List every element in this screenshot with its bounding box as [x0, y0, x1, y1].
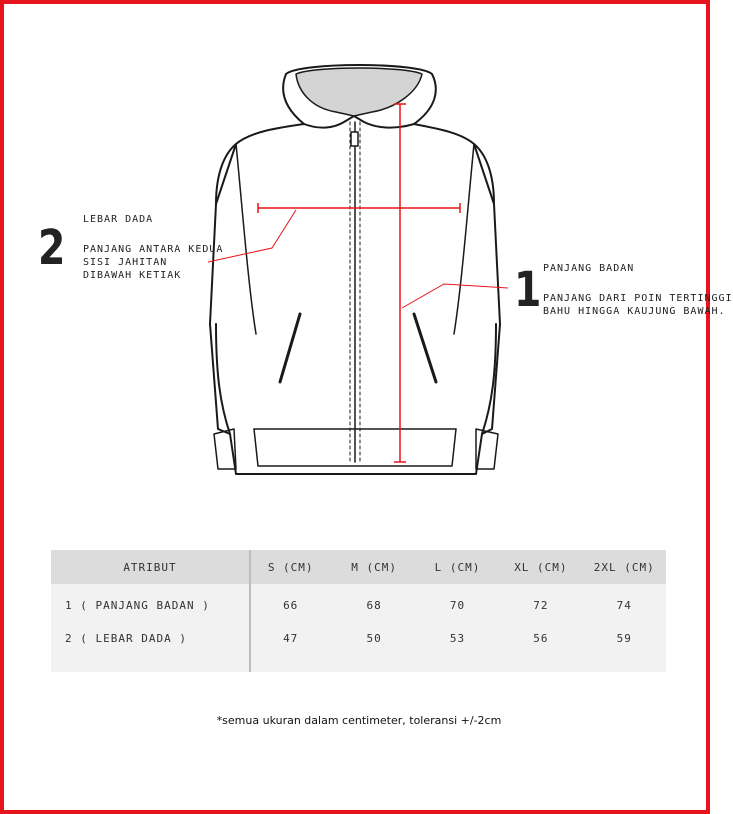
table-cell: 66: [283, 599, 299, 612]
table-header: [51, 550, 666, 584]
table-cell: 53: [449, 632, 466, 645]
row-label: 1 ( PANJANG BADAN ): [65, 599, 210, 612]
desc-line: BAHU HINGGA KAUJUNG BAWAH.: [543, 306, 726, 317]
left-sleeve: [216, 144, 236, 434]
table-cell: 74: [616, 599, 632, 612]
footnote: *semua ukuran dalam centimeter, toleransi +/-2cm: [216, 714, 502, 727]
table-cell: 68: [366, 599, 382, 612]
annotation-desc-panjang-badan: [543, 292, 733, 318]
header-m: M (CM): [351, 560, 397, 574]
desc-line: PANJANG DARI POIN TERTINGGI: [543, 293, 733, 304]
body-leader-line: [402, 284, 508, 308]
table-cell: 50: [366, 632, 382, 645]
header-l: L (CM): [434, 560, 481, 574]
desc-line: SISI JAHITAN: [83, 257, 168, 268]
size-table: [51, 550, 666, 672]
table-cell: 72: [533, 599, 549, 612]
annotation-number-1: 1: [514, 262, 542, 318]
annotation-title-panjang-badan: PANJANG BADAN: [543, 263, 635, 274]
row-label: 2 ( LEBAR DADA ): [65, 632, 187, 645]
column-divider: [249, 550, 251, 672]
right-sleeve: [474, 144, 496, 434]
header-2xl: 2XL (CM): [593, 560, 655, 574]
left-pocket: [280, 314, 300, 382]
annotation-number-2: 2: [38, 220, 66, 276]
header-s: S (CM): [267, 560, 314, 574]
annotation-title-lebar-dada: LEBAR DADA: [83, 214, 154, 225]
annotation-desc-lebar-dada: [83, 243, 223, 282]
right-pocket: [414, 314, 436, 382]
table-body: [51, 584, 666, 672]
table-row: [51, 622, 666, 655]
desc-line: PANJANG ANTARA KEDUA: [83, 244, 224, 255]
table-cell: 56: [533, 632, 549, 645]
header-atribut: ATRIBUT: [123, 560, 177, 574]
table-cell: 47: [283, 632, 299, 645]
header-xl: XL (CM): [514, 560, 568, 574]
table-cell: 59: [616, 632, 632, 645]
desc-line: DIBAWAH KETIAK: [83, 270, 182, 281]
hoodie-illustration: [4, 4, 706, 810]
zipper-pull: [351, 132, 358, 146]
table-cell: 70: [449, 599, 466, 612]
table-row: [51, 589, 666, 622]
hood-lining: [296, 68, 422, 116]
